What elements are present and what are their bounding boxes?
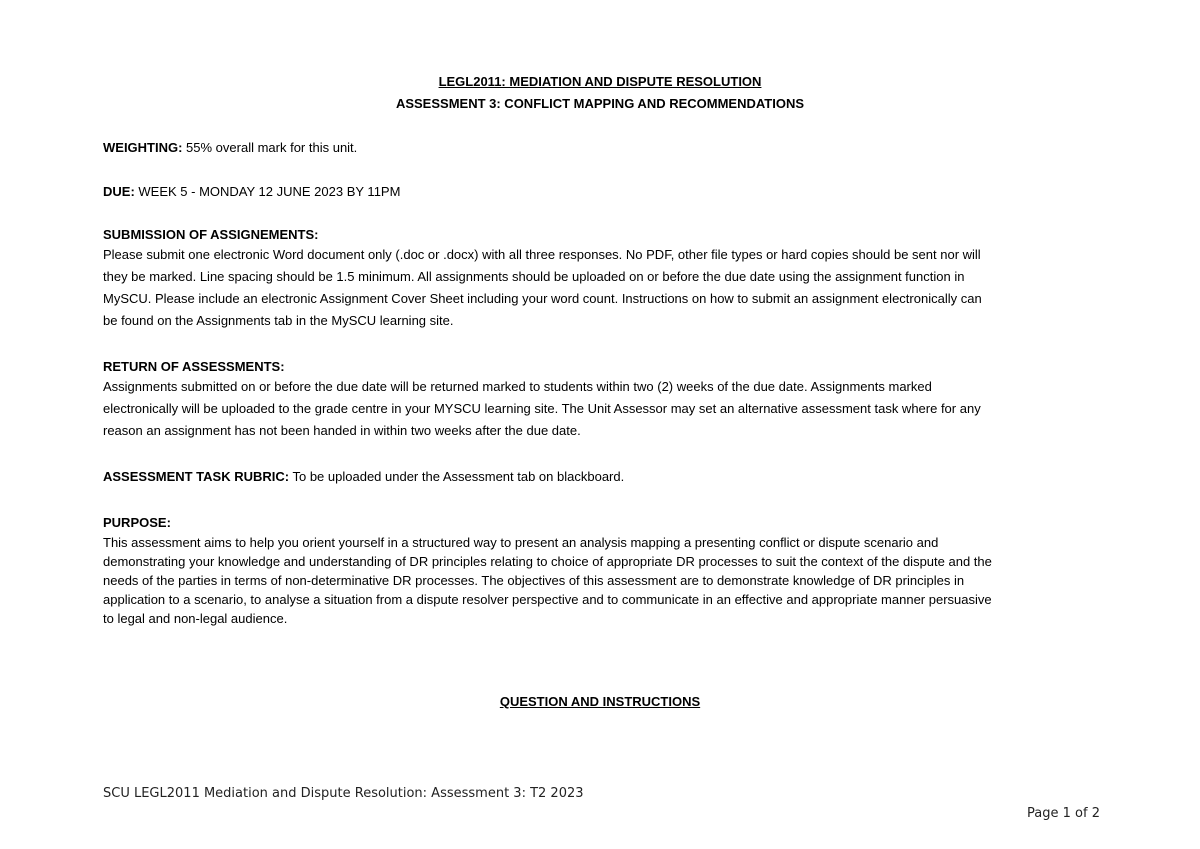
submission-section	[103, 226, 1103, 332]
purpose-line: to legal and non-legal audience.	[103, 611, 288, 626]
submission-line: be found on the Assignments tab in the MySCU learning site.	[103, 313, 454, 328]
due-value: WEEK 5 - MONDAY 12 JUNE 2023 BY 11PM	[134, 184, 401, 199]
purpose-line: application to a scenario, to analyse a situation from a dispute resolver perspective and to communicate in an effective and appropriate manner persuasive	[103, 592, 992, 607]
rubric-line	[103, 469, 1103, 485]
page-number: Page 1 of 2	[1027, 806, 1100, 821]
return-line: Assignments submitted on or before the due date will be returned marked to students within two (2) weeks of the due date. Assignments marked	[103, 379, 932, 394]
weighting-label: WEIGHTING:	[103, 140, 183, 155]
footer-text: SCU LEGL2011 Mediation and Dispute Resolution: Assessment 3: T2 2023	[103, 786, 584, 801]
due-label: DUE:	[103, 184, 135, 199]
submission-heading: SUBMISSION OF ASSIGNEMENTS:	[103, 227, 319, 242]
assessment-title: ASSESSMENT 3: CONFLICT MAPPING AND RECOMMENDATIONS	[395, 96, 805, 111]
return-heading: RETURN OF ASSESSMENTS:	[103, 359, 285, 374]
section-title: QUESTION AND INSTRUCTIONS	[499, 694, 701, 709]
return-line: reason an assignment has not been handed in within two weeks after the due date.	[103, 423, 581, 438]
return-line: electronically will be uploaded to the grade centre in your MYSCU learning site. The Unit Assessor may set an alternative assessment task where for any	[103, 401, 981, 416]
purpose-section	[103, 513, 1103, 628]
submission-line: they be marked. Line spacing should be 1.5 minimum. All assignments should be uploaded on or before the due date using the assignment function in	[103, 269, 965, 284]
purpose-heading: PURPOSE:	[103, 515, 171, 530]
submission-line: MySCU. Please include an electronic Assignment Cover Sheet including your word count. Instructions on how to submit an assignment electronically can	[103, 291, 982, 306]
weighting-value: 55% overall mark for this unit.	[182, 140, 358, 155]
rubric-label: ASSESSMENT TASK RUBRIC:	[103, 469, 290, 484]
unit-title: LEGL2011: MEDIATION AND DISPUTE RESOLUTION	[438, 74, 762, 89]
due-line	[103, 184, 1103, 200]
purpose-line: needs of the parties in terms of non-determinative DR processes. The objectives of this assessment are to demonstrate knowledge of DR principles in	[103, 573, 965, 588]
purpose-line: This assessment aims to help you orient yourself in a structured way to present an analysis mapping a presenting conflict or dispute scenario and	[103, 535, 939, 550]
weighting-line	[103, 140, 1103, 156]
purpose-line: demonstrating your knowledge and understanding of DR principles relating to choice of appropriate DR processes to suit the context of the dispute and the	[103, 554, 992, 569]
return-section	[103, 358, 1103, 442]
submission-line: Please submit one electronic Word document only (.doc or .docx) with all three responses. No PDF, other file types or hard copies should be sent nor will	[103, 247, 981, 262]
rubric-value: To be uploaded under the Assessment tab on blackboard.	[289, 469, 625, 484]
